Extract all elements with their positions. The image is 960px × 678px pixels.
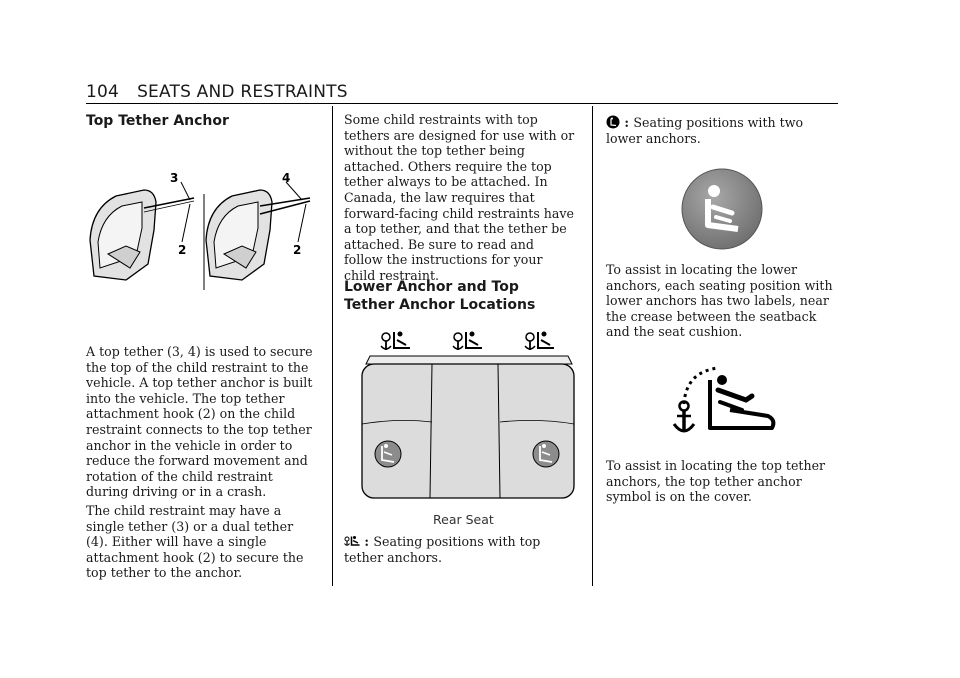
rear-seat-diagram xyxy=(358,324,580,502)
top-tether-symbol-center xyxy=(453,332,482,351)
top-tether-symbol-right xyxy=(525,332,554,351)
rear-seat-caption: Rear Seat xyxy=(433,512,494,527)
figure-label-4: 4 xyxy=(282,171,291,185)
lower-anchor-paragraph: To assist in locating the lower anchors, each seating position with lower anchors has two labels, near the crease between the seatback and the seat cushion. xyxy=(606,262,833,340)
lower-anchor-symbol-large xyxy=(680,167,764,251)
top-tether-anchor-symbol-large xyxy=(672,364,778,440)
top-tether-symbol-left xyxy=(381,332,410,351)
figure-label-2-left: 2 xyxy=(178,243,187,257)
section-title: SEATS AND RESTRAINTS xyxy=(137,82,348,102)
lower-anchor-legend: : Seating positions with two lower anchors. xyxy=(606,115,804,146)
top-tether-paragraph-3: Some child restraints with top tethers are designed for use with or without the top tether being attached. Others require the top tether always to be attached. In Canada, the law requires that forward-facing child restraints have a top tether, and that the tether be attached. Be sure to read and follow the instructions for your child restraint. xyxy=(344,112,575,283)
top-tether-legend: : Seating positions with top tether anchors. xyxy=(344,534,541,565)
figure-label-3: 3 xyxy=(170,171,179,185)
figure-label-2-right: 2 xyxy=(293,243,302,257)
lower-anchor-label-right xyxy=(533,441,559,467)
lower-anchor-legend-text: Seating positions with two lower anchors. xyxy=(606,115,804,146)
top-tether-paragraph-1: A top tether (3, 4) is used to secure the top of the child restraint to the vehicle. A top tether anchor is built into the vehicle. The top tether attachment hook (2) on the child restraint connects to the top tether anchor in the vehicle in order to reduce the forward movement and rotation of the child restraint during driving or in a crash. xyxy=(86,344,313,500)
dual-tether-seat-illustration xyxy=(206,171,310,280)
column-divider-1 xyxy=(332,106,333,586)
page-number: 104 xyxy=(86,82,120,102)
top-tether-small-icon xyxy=(344,534,360,548)
single-tether-seat-illustration xyxy=(90,171,194,280)
section-heading-anchor-locations: Lower Anchor and Top Tether Anchor Locations xyxy=(344,279,536,313)
header-rule xyxy=(86,103,838,104)
lower-anchor-label-left xyxy=(375,441,401,467)
child-seat-tether-illustration xyxy=(86,168,318,293)
top-tether-legend-text: Seating positions with top tether anchors. xyxy=(344,534,541,565)
page-header xyxy=(86,82,348,102)
lower-anchor-small-icon xyxy=(606,115,620,129)
top-tether-symbol-paragraph: To assist in locating the top tether anchors, the top tether anchor symbol is on the cover. xyxy=(606,458,826,505)
top-tether-paragraph-2: The child restraint may have a single tether (3) or a dual tether (4). Either will have a single attachment hook (2) to secure the top tether to the anchor. xyxy=(86,503,304,581)
section-heading-top-tether: Top Tether Anchor xyxy=(86,113,229,129)
column-divider-2 xyxy=(592,106,593,586)
